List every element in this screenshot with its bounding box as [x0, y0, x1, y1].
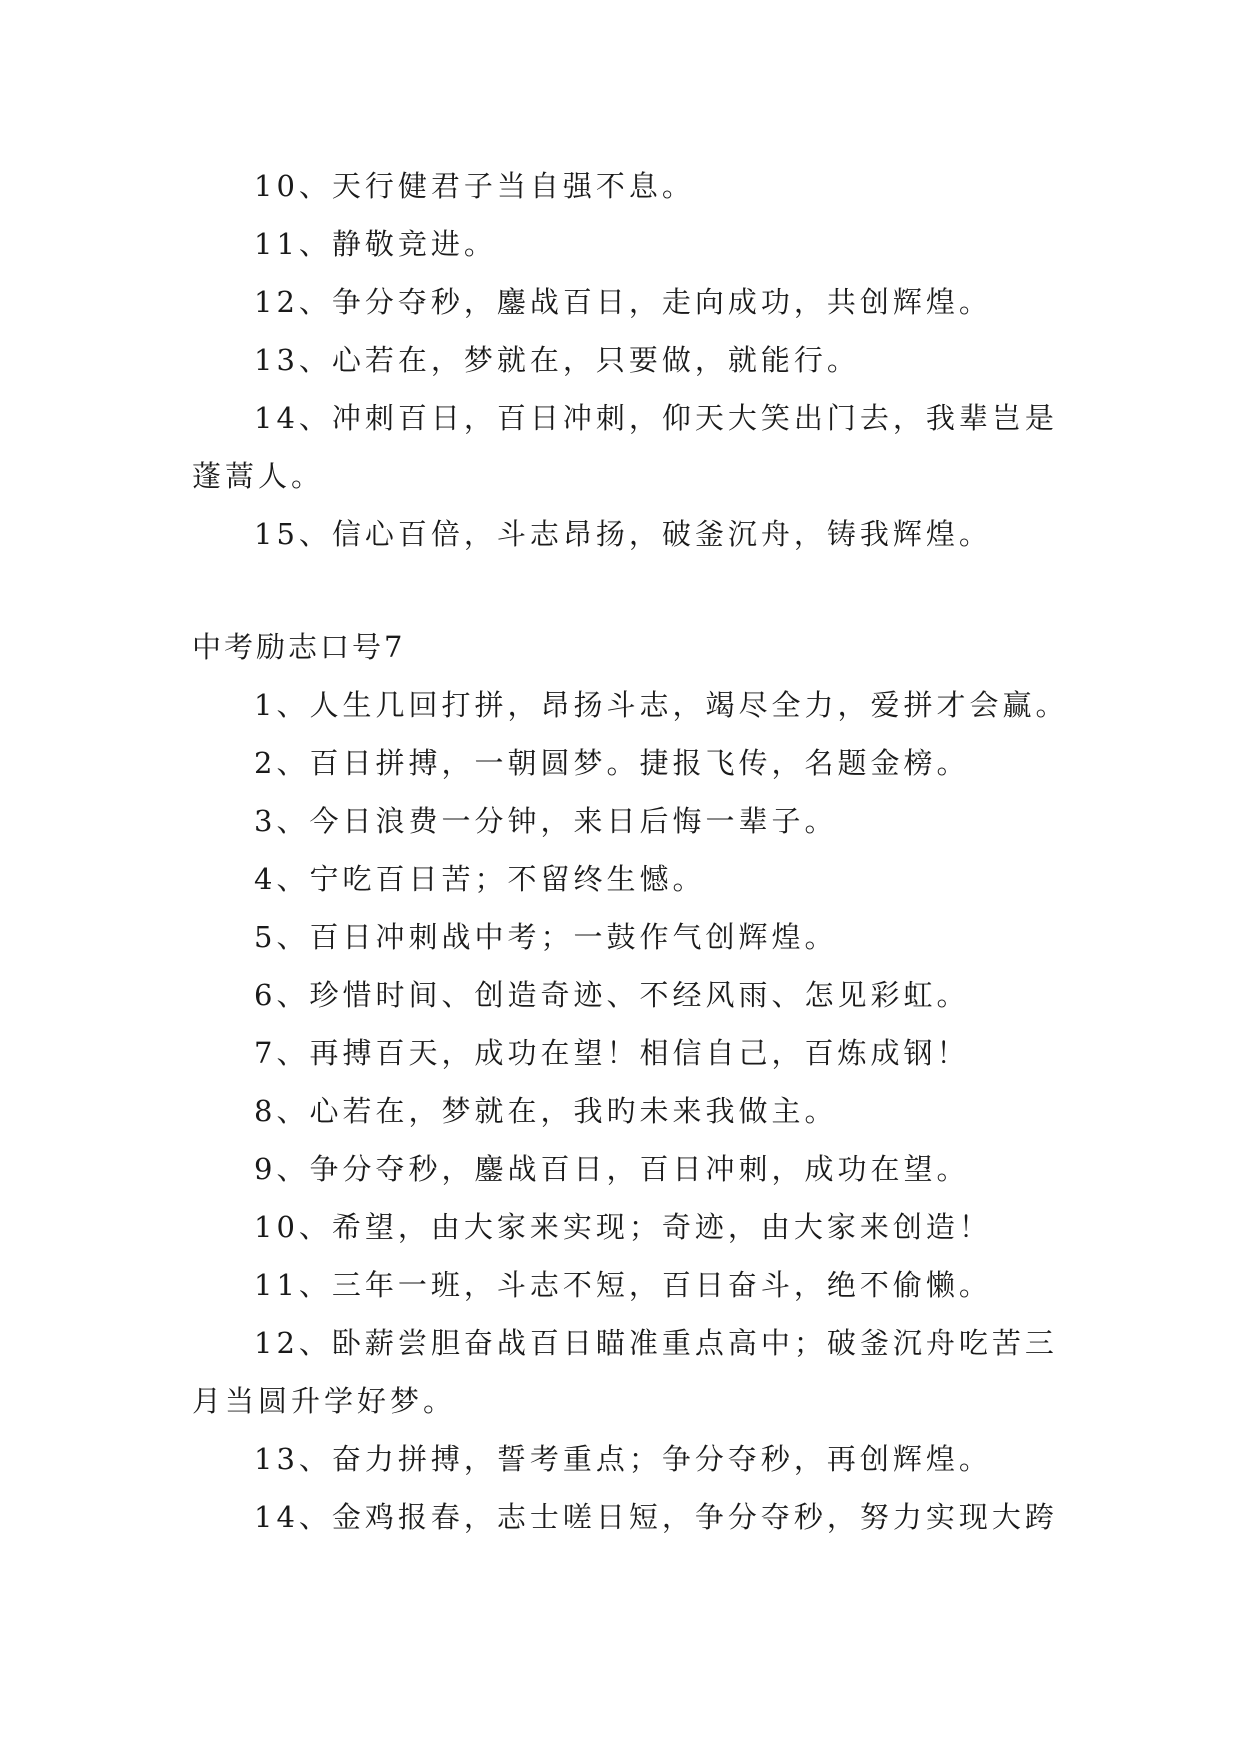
list-item: 2、百日拼搏，一朝圆梦。捷报飞传，名题金榜。	[254, 746, 970, 780]
list-item: 4、宁吃百日苦；不留终生憾。	[254, 862, 706, 896]
list-item: 12、卧薪尝胆奋战百日瞄准重点高中；破釜沉舟吃苦三	[254, 1326, 1058, 1360]
list-item: 13、奋力拼搏，誓考重点；争分夺秒，再创辉煌。	[254, 1442, 992, 1476]
list-item: 13、心若在，梦就在，只要做，就能行。	[254, 343, 860, 377]
list-item: 8、心若在，梦就在，我旳未来我做主。	[254, 1094, 838, 1128]
list-item: 7、再搏百天，成功在望！相信自己，百炼成钢！	[254, 1036, 970, 1070]
list-item: 11、静敬竞进。	[254, 227, 497, 261]
list-item: 14、金鸡报春，志士嗟日短，争分夺秒，努力实现大跨	[254, 1500, 1058, 1534]
list-item: 10、天行健君子当自强不息。	[254, 169, 695, 203]
list-item: 1、人生几回打拼，昂扬斗志，竭尽全力，爱拼才会赢。	[254, 688, 1069, 722]
list-item: 5、百日冲刺战中考；一鼓作气创辉煌。	[254, 920, 838, 954]
list-item-continuation: 月当圆升学好梦。	[192, 1384, 457, 1418]
list-item: 9、争分夺秒，鏖战百日，百日冲刺，成功在望。	[254, 1152, 970, 1186]
list-item: 3、今日浪费一分钟，来日后悔一辈子。	[254, 804, 838, 838]
list-item: 14、冲刺百日，百日冲刺，仰天大笑出门去，我辈岂是	[254, 401, 1058, 435]
list-item: 12、争分夺秒，鏖战百日，走向成功，共创辉煌。	[254, 285, 992, 319]
list-item-continuation: 蓬蒿人。	[192, 459, 325, 493]
list-item: 6、珍惜时间、创造奇迹、不经风雨、怎见彩虹。	[254, 978, 970, 1012]
section-heading: 中考励志口号7	[192, 630, 406, 664]
list-item: 10、希望，由大家来实现；奇迹，由大家来创造！	[254, 1210, 992, 1244]
list-item: 11、三年一班，斗志不短，百日奋斗，绝不偷懒。	[254, 1268, 992, 1302]
list-item: 15、信心百倍，斗志昂扬，破釜沉舟，铸我辉煌。	[254, 517, 992, 551]
